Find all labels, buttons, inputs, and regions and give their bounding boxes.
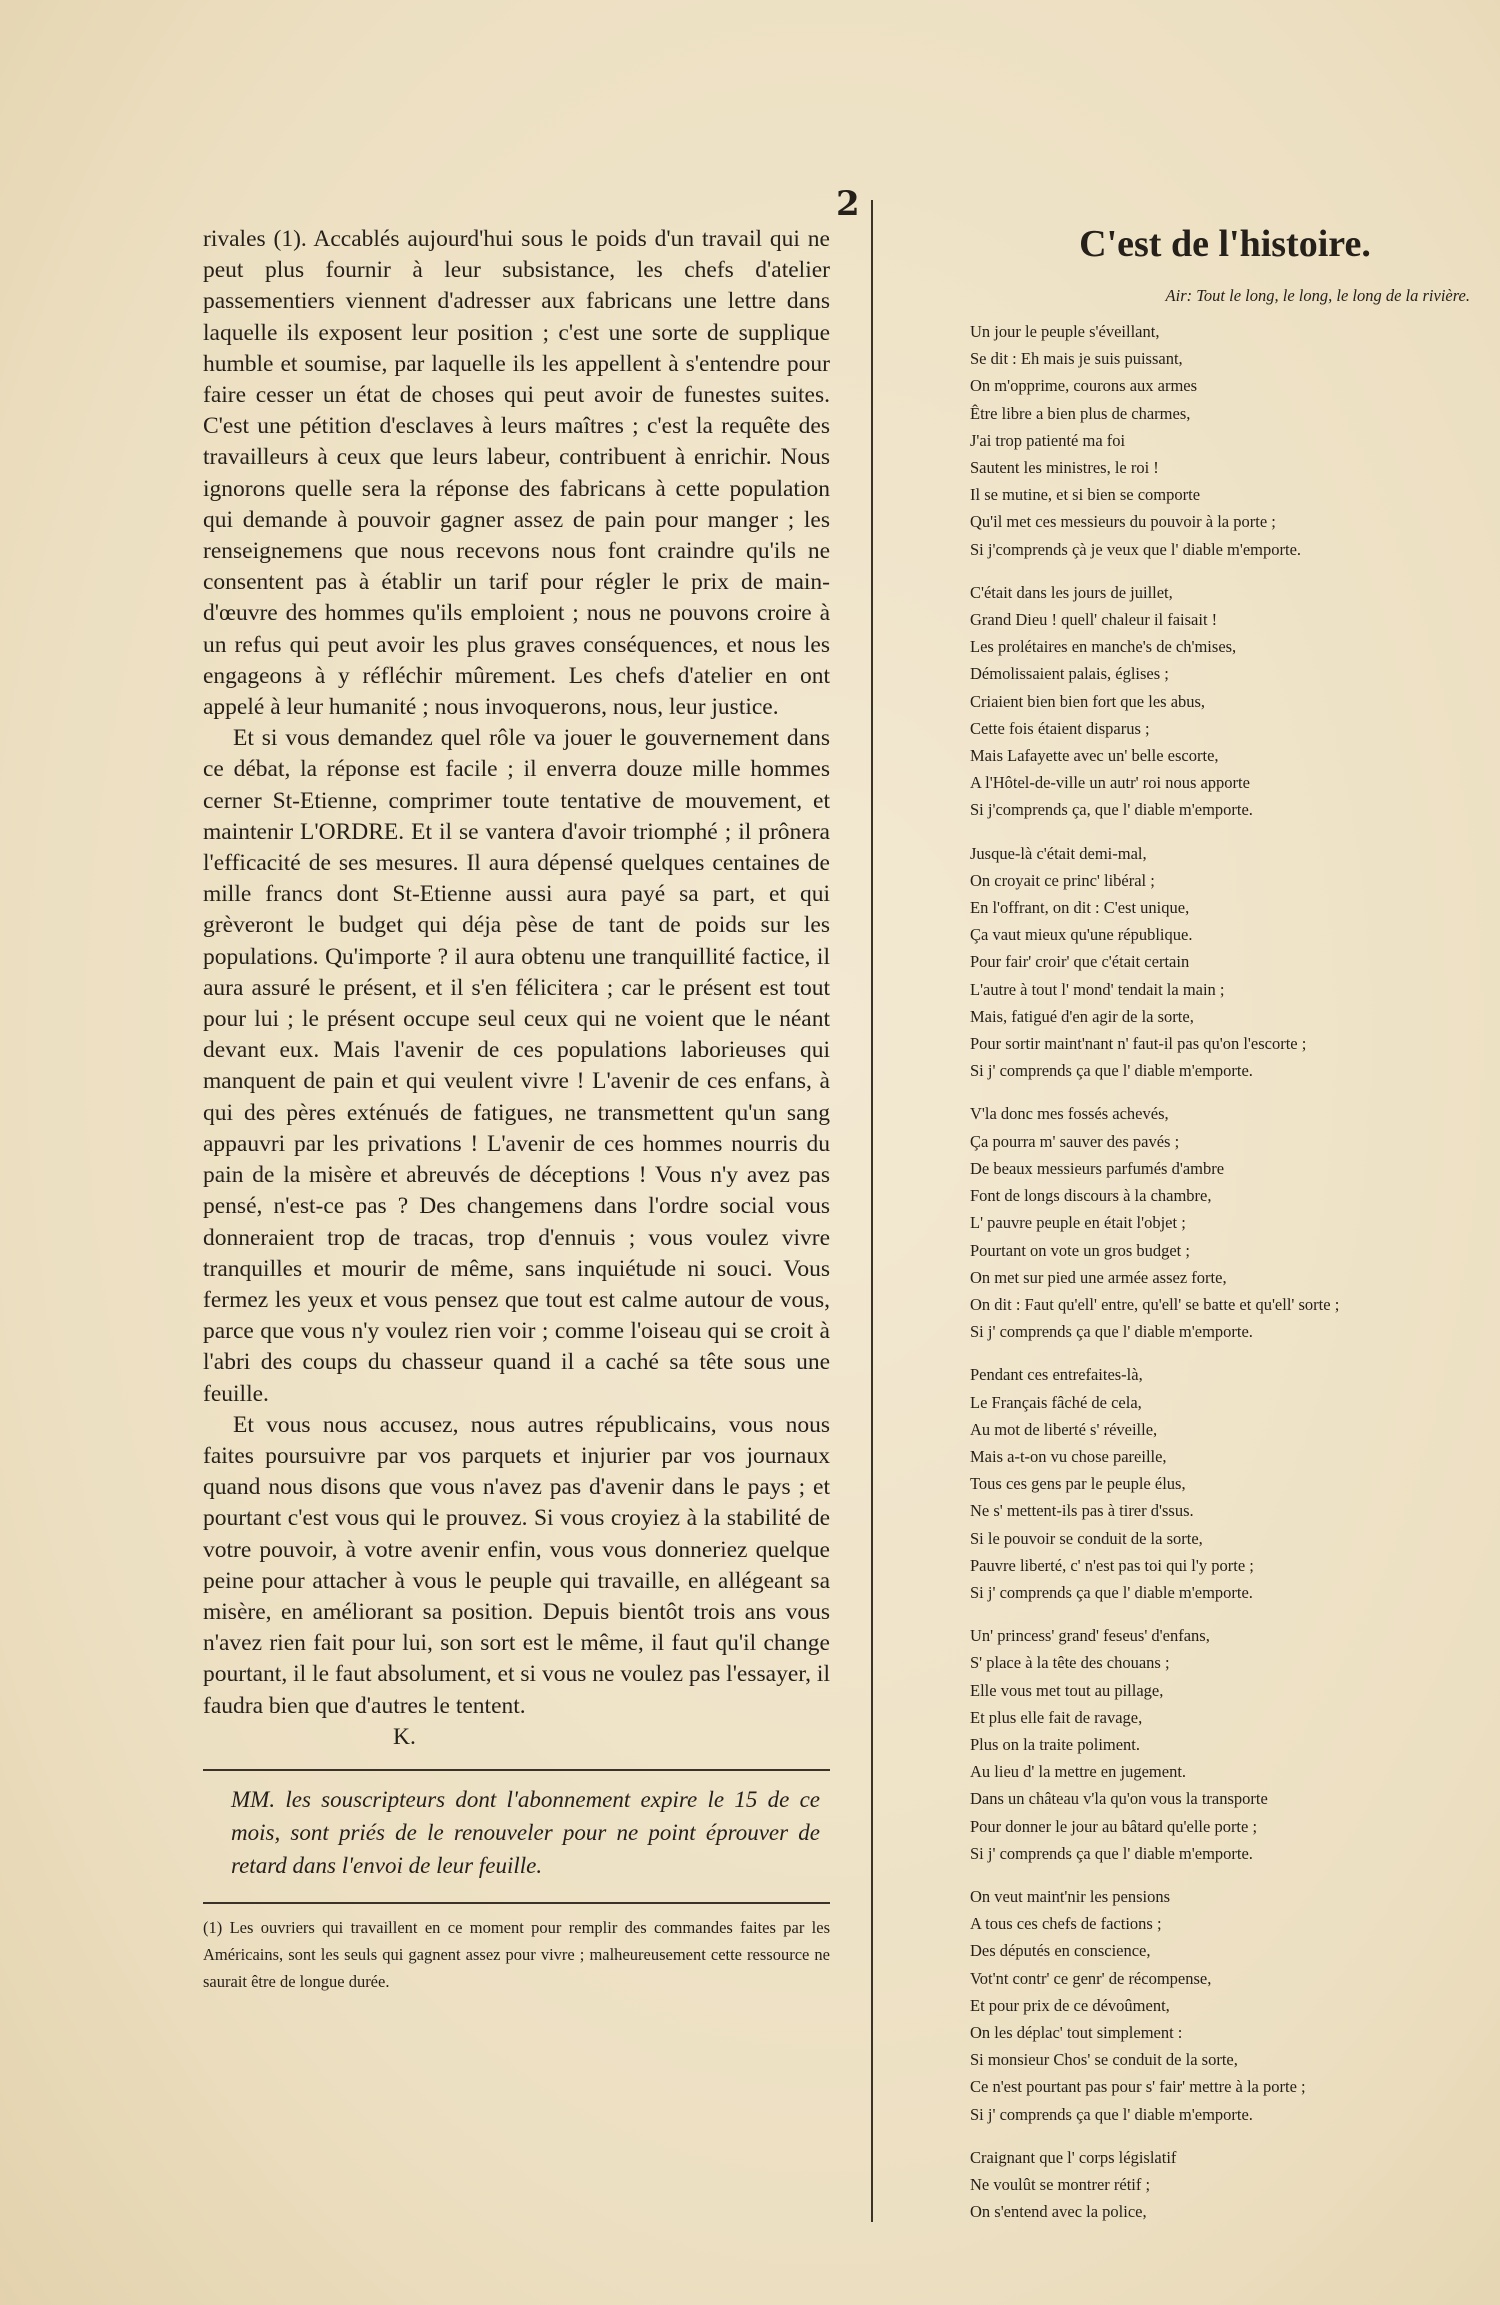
verse-line: Si j'comprends çà je veux que l' diable m'emporte. [970, 539, 1302, 559]
article-signature: K. [393, 1723, 416, 1750]
stanza [970, 1622, 1470, 1867]
verse-line: Un' princess' grand' feseus' d'enfans, [970, 1626, 1210, 1646]
verse-line: On croyait ce princ' libéral ; [970, 870, 1155, 890]
subscription-notice: MM. les souscripteurs dont l'abonnement expire le 15 de ce mois, sont priés de le renouveler pour ne point éprouver de retard dans l'envoi de leur feuille. [231, 1786, 820, 1878]
verse-line: V'la donc mes fossés achevés, [970, 1104, 1169, 1124]
verse-line: Si monsieur Chos' se conduit de la sorte, [970, 2050, 1238, 2070]
verse-line: Mais Lafayette avec un' belle escorte, [970, 746, 1219, 766]
verse-line: En l'offrant, on dit : C'est unique, [970, 898, 1190, 918]
verse-line: Ne voulût se montrer rétif ; [970, 2175, 1151, 2194]
verse-line: Pendant ces entrefaites-là, [970, 1365, 1143, 1385]
verse-line: On s'entend avec la police, [970, 2202, 1147, 2222]
page-number: 2 [836, 184, 860, 224]
verse-line: Démolissaient palais, églises ; [970, 664, 1169, 684]
column-divider [871, 200, 873, 2222]
signature-row [203, 1722, 830, 1753]
stanza [970, 2144, 1470, 2226]
verse-line: Il se mutine, et si bien se comporte [970, 485, 1201, 505]
verse-line: Vot'nt contr' ce genr' de récompense, [970, 1968, 1212, 1988]
verse-line: Si j' comprends ça que l' diable m'emporte. [970, 1061, 1253, 1081]
notice-rule-bottom [203, 1902, 830, 1904]
verse-line: Pour donner le jour au bâtard qu'elle porte ; [970, 1816, 1258, 1836]
verse-line: On les déplac' tout simplement : [970, 2022, 1183, 2042]
verse-line: Pour sortir maint'nant n' faut-il pas qu'on l'escorte ; [970, 1034, 1307, 1054]
verse-line: Criaient bien bien fort que les abus, [970, 691, 1206, 711]
verse-line: Si j'comprends ça, que l' diable m'emporte. [970, 800, 1253, 820]
verse-line: Le Français fâché de cela, [970, 1392, 1142, 1412]
verse-line: Ça vaut mieux qu'une république. [970, 925, 1193, 945]
verse-line: On m'opprime, courons aux armes [970, 376, 1198, 396]
verse-line: Elle vous met tout au pillage, [970, 1680, 1164, 1700]
verse-line: Au lieu d' la mettre en jugement. [970, 1762, 1187, 1782]
verse-line: On dit : Faut qu'ell' entre, qu'ell' se batte et qu'ell' sorte ; [970, 1294, 1340, 1314]
verse-line: Ne s' mettent-ils pas à tirer d'ssus. [970, 1501, 1194, 1521]
verse-line: Si le pouvoir se conduit de la sorte, [970, 1528, 1203, 1548]
verse-line: A tous ces chefs de factions ; [970, 1914, 1162, 1934]
verse-line: Au mot de liberté s' réveille, [970, 1419, 1158, 1439]
verse-line: Des députés en conscience, [970, 1941, 1151, 1961]
verse-line: Jusque-là c'était demi-mal, [970, 843, 1147, 863]
stanza [970, 840, 1470, 1085]
verse-line: De beaux messieurs parfumés d'ambre [970, 1158, 1225, 1178]
article-column [203, 224, 830, 1995]
verse-line: Pourtant on vote un gros budget ; [970, 1240, 1190, 1260]
article-paragraph-3: Et vous nous accusez, nous autres républicains, vous nous faites poursuivre par vos parquets et injurier par vos journaux quand nous disons que vous n'avez pas d'avenir dans le pays ; et pourtant c'est vous qui le prouvez. Si vous croyiez à la stabilité de votre pouvoir, à votre avenir enfin, vous vous donneriez quelque peine pour attacher à vous le peuple qui travaille, en allégeant sa misère, en améliorant sa position. Depuis bientôt trois ans vous n'avez rien fait pour lui, son sort est le même, il faut qu'il change pourtant, il le faut absolument, et si vous ne voulez pas l'essayer, il faudra bien que d'autres le tentent. [203, 1411, 830, 1719]
stanza [970, 1100, 1470, 1345]
verse-line: C'était dans les jours de juillet, [970, 582, 1173, 602]
verse-line: Et plus elle fait de ravage, [970, 1707, 1143, 1727]
stanza [970, 1361, 1470, 1606]
verse-line: Et pour prix de ce dévoûment, [970, 1995, 1170, 2015]
verse-line: L'autre à tout l' mond' tendait la main ; [970, 979, 1225, 999]
verse-line: Mais a-t-on vu chose pareille, [970, 1446, 1167, 1466]
verse-line: Sautent les ministres, le roi ! [970, 458, 1159, 478]
stanza [970, 318, 1470, 563]
verse-line: Un jour le peuple s'éveillant, [970, 322, 1160, 341]
verse-line: L' pauvre peuple en était l'objet ; [970, 1213, 1186, 1233]
song-air: Air: Tout le long, le long, le long de la rivière. [1165, 286, 1470, 305]
article-paragraph-2: Et si vous demandez quel rôle va jouer le gouvernement dans ce débat, la réponse est facile ; il enverra douze mille hommes cerner St-Etienne, comprimer toute tentative de mouvement, et maintenir L'ORDRE. Et il se vantera d'avoir triomphé ; il prônera l'efficacité de ses mesures. Il aura dépensé quelques centaines de mille francs dont St-Etienne aussi aura payé sa part, et qui grèveront le budget qui déja pèse de tant de poids sur les populations. Qu'importe ? il aura obtenu une tranquillité factice, il aura assuré le présent, et il s'en félicitera ; car le présent est tout pour lui ; le présent occupe seul ceux qui ne voient que le néant devant eux. Mais l'avenir de ces populations laborieuses qui manquent de pain et qui veulent vivre ! L'avenir de ces enfans, à qui des pères exténués de fatigues, ne transmettent qu'un sang appauvri par les privations ! L'avenir de ces hommes nourris du pain de la misère et abreuvés de déceptions ! Vous n'y avez pas pensé, n'est-ce pas ? Des changemens dans l'ordre social vous donneraient trop de tracas, trop d'ennuis ; vous voulez vivre tranquilles et mourir de même, sans inquiétude ni souci. Vous fermez les yeux et vous pensez que tout est calme autour de vous, parce que vous n'y voulez rien voir ; comme l'oiseau qui se croit à l'abri des coups du chasseur quand il a caché sa tête sous une feuille. [203, 725, 830, 1407]
verse-line: J'ai trop patienté ma foi [970, 430, 1126, 450]
verse-line: Les prolétaires en manche's de ch'mises, [970, 637, 1237, 657]
verse-line: Font de longs discours à la chambre, [970, 1186, 1212, 1206]
stanza [970, 1883, 1470, 2128]
verse-line: Se dit : Eh mais je suis puissant, [970, 349, 1183, 369]
article-paragraph-1: rivales (1). Accablés aujourd'hui sous le poids d'un travail qui ne peut plus fournir à leur subsistance, les chefs d'atelier passementiers viennent d'adresser aux fabricans une lettre dans laquelle ils exposent leur position ; c'est une sorte de supplique humble et soumise, par laquelle ils les appellent à s'entendre pour faire cesser un état de choses qui peut avoir de funestes suites. C'est une pétition d'esclaves à leurs maîtres ; c'est la requête des travailleurs à ceux que leurs labeur, contribuent à enrichir. Nous ignorons quelle sera la réponse des fabricans à cette population qui demande à pouvoir gagner assez de pain pour manger ; les renseignemens que nous recevons nous font craindre qu'ils ne consentent pas à établir un tarif pour régler le prix de main-d'œuvre des hommes qu'ils emploient ; nous ne pouvons croire à un refus qui peut avoir les plus graves conséquences, et nous les engageons à y réfléchir mûrement. Les chefs d'atelier en ont appelé à leur humanité ; nous invoquerons, nous, leur justice. [203, 226, 830, 721]
song-column [970, 222, 1470, 2241]
verse-line: Ça pourra m' sauver des pavés ; [970, 1131, 1180, 1151]
verse-line: Si j' comprends ça que l' diable m'emporte. [970, 1843, 1253, 1863]
verse-line: A l'Hôtel-de-ville un autr' roi nous apporte [970, 773, 1250, 793]
verse-line: Cette fois étaient disparus ; [970, 718, 1150, 738]
notice-rule-top [203, 1769, 830, 1771]
song-stanzas [970, 318, 1470, 2225]
verse-line: Qu'il met ces messieurs du pouvoir à la porte ; [970, 512, 1276, 532]
song-title: C'est de l'histoire. [1079, 223, 1371, 265]
verse-line: On met sur pied une armée assez forte, [970, 1267, 1227, 1287]
verse-line: Plus on la traite poliment. [970, 1734, 1141, 1754]
verse-line: Grand Dieu ! quell' chaleur il faisait ! [970, 610, 1218, 630]
verse-line: Craignant que l' corps législatif [970, 2147, 1177, 2167]
verse-line: Mais, fatigué d'en agir de la sorte, [970, 1006, 1194, 1026]
verse-line: Tous ces gens par le peuple élus, [970, 1474, 1186, 1494]
verse-line: Si j' comprends ça que l' diable m'emporte. [970, 1582, 1253, 1602]
verse-line: S' place à la tête des chouans ; [970, 1653, 1170, 1673]
verse-line: Être libre a bien plus de charmes, [970, 403, 1191, 423]
stanza [970, 579, 1470, 824]
verse-line: Pauvre liberté, c' n'est pas toi qui l'y porte ; [970, 1555, 1254, 1575]
verse-line: Si j' comprends ça que l' diable m'emporte. [970, 1322, 1253, 1342]
verse-line: Si j' comprends ça que l' diable m'emporte. [970, 2104, 1253, 2124]
footnote: (1) Les ouvriers qui travaillent en ce moment pour remplir des commandes faites par les Américains, sont les seuls qui gagnent assez pour vivre ; malheureusement cette ressource ne saurait être de longue durée. [203, 1917, 830, 1991]
verse-line: Dans un château v'la qu'on vous la transporte [970, 1789, 1268, 1809]
verse-line: On veut maint'nir les pensions [970, 1886, 1171, 1906]
verse-line: Pour fair' croir' que c'était certain [970, 952, 1190, 972]
verse-line: Ce n'est pourtant pas pour s' fair' mettre à la porte ; [970, 2077, 1306, 2097]
